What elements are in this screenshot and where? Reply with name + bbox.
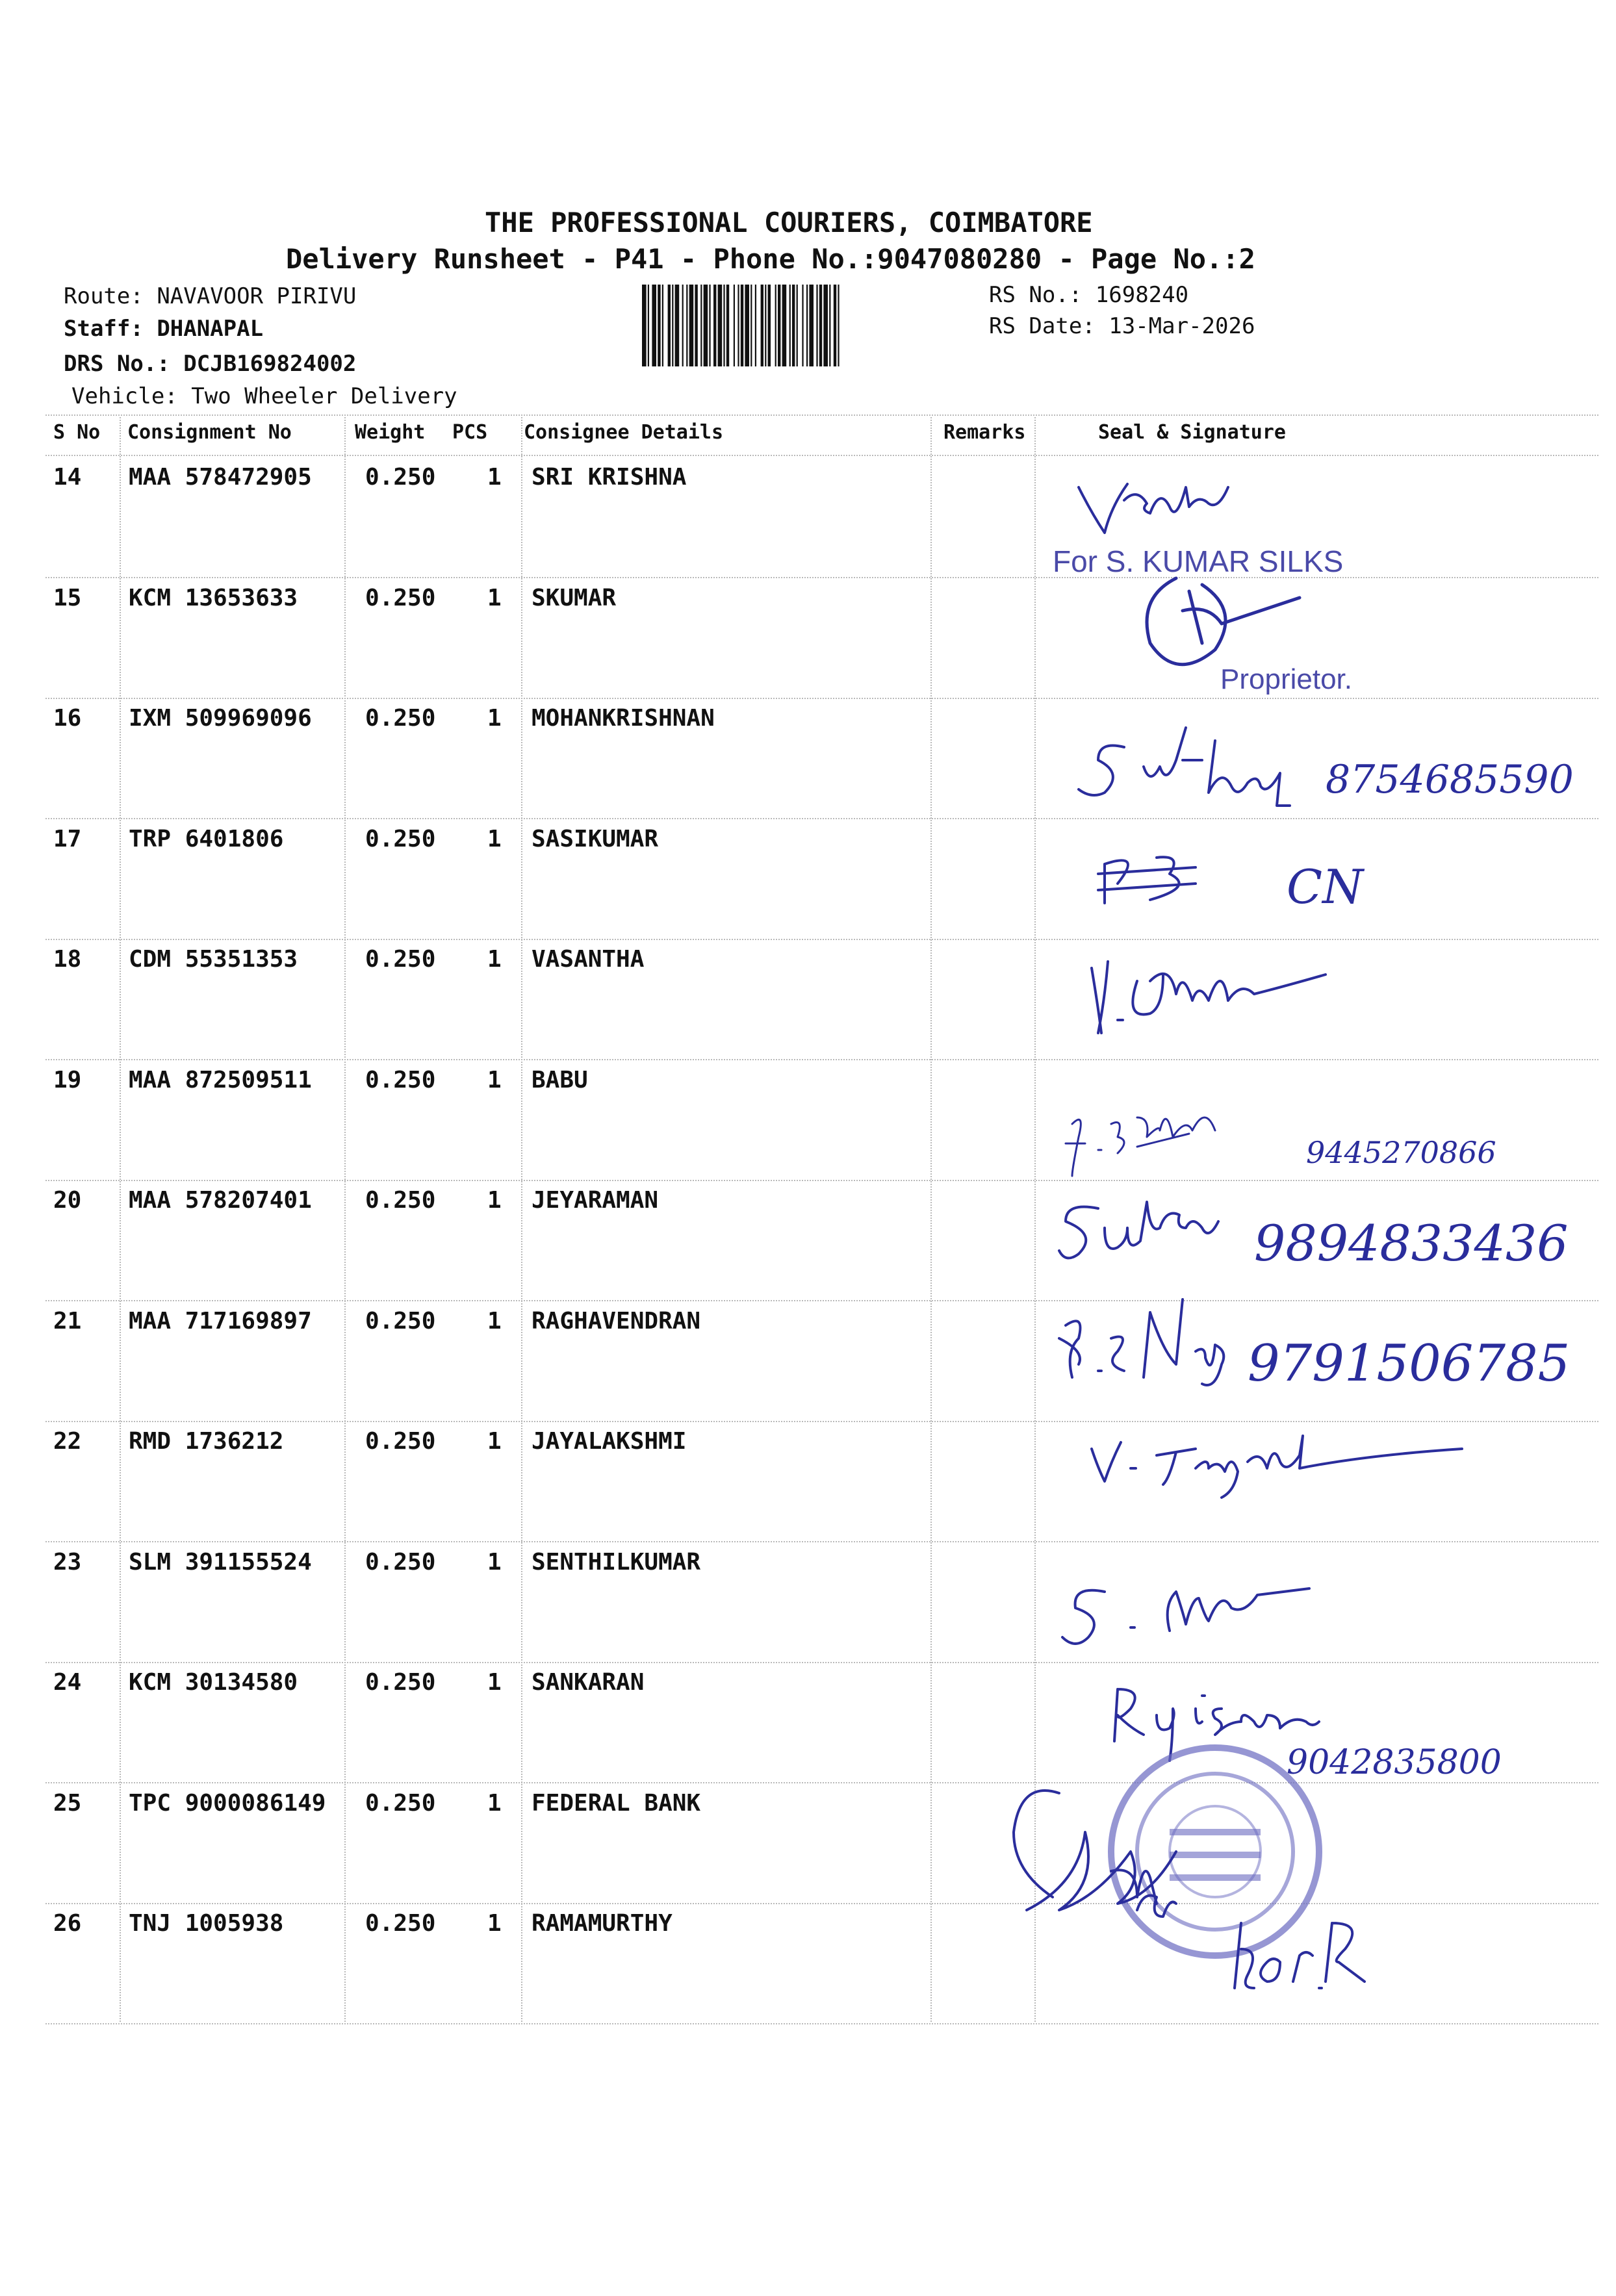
row-pcs: 1 (487, 826, 502, 852)
row-rule (45, 939, 1598, 940)
route-label: Route: (64, 283, 144, 309)
route-value: NAVAVOOR PIRIVU (157, 283, 357, 309)
row-consignee: BABU (532, 1067, 588, 1093)
row-weight: 0.250 (365, 585, 436, 611)
runsheet-subtitle: Delivery Runsheet - P41 - Phone No.:9047080280 - Page No.:2 (286, 243, 1255, 275)
row-consignee: SRI KRISHNA (532, 464, 687, 491)
rs-no-value: 1698240 (1095, 282, 1189, 308)
row-pcs: 1 (487, 1910, 502, 1937)
seal-line2: Proprietor. (1220, 663, 1352, 695)
barcode (642, 285, 981, 366)
row-pcs: 1 (487, 946, 502, 973)
row-pcs: 1 (487, 1428, 502, 1455)
row-weight: 0.250 (365, 1428, 436, 1455)
col-pcs: PCS (452, 421, 488, 444)
row-rule (45, 1662, 1598, 1663)
row-sno: 17 (53, 826, 82, 852)
signature-row-18 (1079, 942, 1352, 1046)
signature-row-22 (1079, 1429, 1494, 1501)
signature-row-26 (1228, 1910, 1423, 2001)
row-sno: 16 (53, 705, 82, 732)
row-consignee: VASANTHA (532, 946, 645, 973)
col-consignment: Consignment No (127, 421, 292, 444)
rs-date-line (989, 313, 1255, 339)
row-weight: 0.250 (365, 1669, 436, 1696)
row-consignee: JEYARAMAN (532, 1187, 659, 1214)
row-weight: 0.250 (365, 946, 436, 973)
drs-line (64, 351, 356, 377)
row-sno: 18 (53, 946, 82, 973)
row-pcs: 1 (487, 585, 502, 611)
signature-row-16 (1085, 721, 1605, 819)
staff-line (64, 316, 263, 342)
phone-row-19: 9445270866 (1306, 1135, 1496, 1170)
row-weight: 0.250 (365, 1549, 436, 1575)
vehicle-value: Two Wheeler Delivery (191, 383, 457, 409)
drs-value: DCJB169824002 (183, 351, 357, 377)
row-sno: 15 (53, 585, 82, 611)
row-consignment-no: MAA 872509511 (129, 1067, 312, 1093)
row-sno: 22 (53, 1428, 82, 1455)
row-weight: 0.250 (365, 1067, 436, 1093)
row-weight: 0.250 (365, 1308, 436, 1334)
row-sno: 25 (53, 1790, 82, 1817)
row-consignment-no: IXM 509969096 (129, 705, 312, 732)
row-pcs: 1 (487, 464, 502, 491)
row-weight: 0.250 (365, 1790, 436, 1817)
row-consignment-no: TNJ 1005938 (129, 1910, 284, 1937)
row-sno: 14 (53, 464, 82, 491)
row-pcs: 1 (487, 1187, 502, 1214)
row-rule (45, 1421, 1598, 1422)
rs-date-value: 13-Mar-2026 (1109, 313, 1255, 339)
row-consignment-no: RMD 1736212 (129, 1428, 284, 1455)
row-pcs: 1 (487, 1308, 502, 1334)
row-pcs: 1 (487, 705, 502, 732)
col-rule (930, 417, 932, 2022)
row-consignee: SASIKUMAR (532, 826, 659, 852)
row-consignee: SANKARAN (532, 1669, 645, 1696)
rs-no-label: RS No.: (989, 282, 1083, 308)
col-rule (521, 417, 522, 2022)
staff-label: Staff: (64, 316, 144, 342)
header-top-rule (45, 415, 1598, 416)
row-rule (45, 1541, 1598, 1542)
row-consignee: JAYALAKSHMI (532, 1428, 687, 1455)
row-consignee: RAGHAVENDRAN (532, 1308, 701, 1334)
mark-row-17: CN (1287, 860, 1364, 914)
row-weight: 0.250 (365, 1187, 436, 1214)
col-rule (120, 417, 121, 2022)
phone-row-24: 9042835800 (1287, 1743, 1502, 1782)
signature-row-17 (1092, 838, 1481, 923)
col-rule (344, 417, 346, 2022)
row-weight: 0.250 (365, 1910, 436, 1937)
row-pcs: 1 (487, 1790, 502, 1817)
row-consignee: RAMAMURTHY (532, 1910, 673, 1937)
row-pcs: 1 (487, 1549, 502, 1575)
phone-row-20: 9894833436 (1254, 1214, 1569, 1272)
row-consignment-no: TRP 6401806 (129, 826, 284, 852)
signature-row-19 (1059, 1091, 1579, 1182)
row-weight: 0.250 (365, 705, 436, 732)
phone-row-21: 9791506785 (1248, 1334, 1571, 1393)
row-consignee: SKUMAR (532, 585, 617, 611)
row-sno: 23 (53, 1549, 82, 1575)
row-sno: 26 (53, 1910, 82, 1937)
row-weight: 0.250 (365, 826, 436, 852)
col-sno: S No (53, 421, 101, 444)
signature-row-21 (1053, 1299, 1611, 1403)
row-sno: 21 (53, 1308, 82, 1334)
rs-no-line (989, 282, 1188, 308)
company-seal-stamp (1046, 533, 1410, 708)
row-rule (45, 1903, 1598, 1904)
row-consignment-no: MAA 578207401 (129, 1187, 312, 1214)
company-title: THE PROFESSIONAL COURIERS, COIMBATORE (485, 207, 1093, 238)
route-line (64, 283, 356, 309)
col-consignee: Consignee Details (524, 421, 724, 444)
row-consignment-no: MAA 578472905 (129, 464, 312, 491)
vehicle-line (71, 383, 457, 409)
col-seal-signature: Seal & Signature (1098, 421, 1286, 444)
row-consignment-no: SLM 391155524 (129, 1549, 312, 1575)
rs-date-label: RS Date: (989, 313, 1096, 339)
row-consignment-no: KCM 30134580 (129, 1669, 298, 1696)
row-consignee: SENTHILKUMAR (532, 1549, 701, 1575)
row-consignee: FEDERAL BANK (532, 1790, 701, 1817)
row-sno: 20 (53, 1187, 82, 1214)
row-pcs: 1 (487, 1669, 502, 1696)
phone-row-16: 8754685590 (1326, 757, 1574, 802)
row-consignment-no: KCM 13653633 (129, 585, 298, 611)
row-consignment-no: TPC 9000086149 (129, 1790, 326, 1817)
signature-row-20 (1053, 1189, 1605, 1280)
drs-label: DRS No.: (64, 351, 170, 377)
header-bottom-rule (45, 455, 1598, 456)
col-weight: Weight (355, 421, 426, 444)
row-weight: 0.250 (365, 464, 436, 491)
seal-line1: For S. KUMAR SILKS (1053, 544, 1344, 578)
row-rule (45, 1059, 1598, 1060)
row-consignee: MOHANKRISHNAN (532, 705, 715, 732)
vehicle-label: Vehicle: (71, 383, 178, 409)
row-pcs: 1 (487, 1067, 502, 1093)
row-sno: 19 (53, 1067, 82, 1093)
row-rule (45, 2023, 1598, 2024)
signature-row-23 (1059, 1572, 1345, 1650)
col-remarks: Remarks (943, 421, 1026, 444)
staff-value: DHANAPAL (157, 316, 264, 342)
row-sno: 24 (53, 1669, 82, 1696)
row-consignment-no: CDM 55351353 (129, 946, 298, 973)
row-consignment-no: MAA 717169897 (129, 1308, 312, 1334)
